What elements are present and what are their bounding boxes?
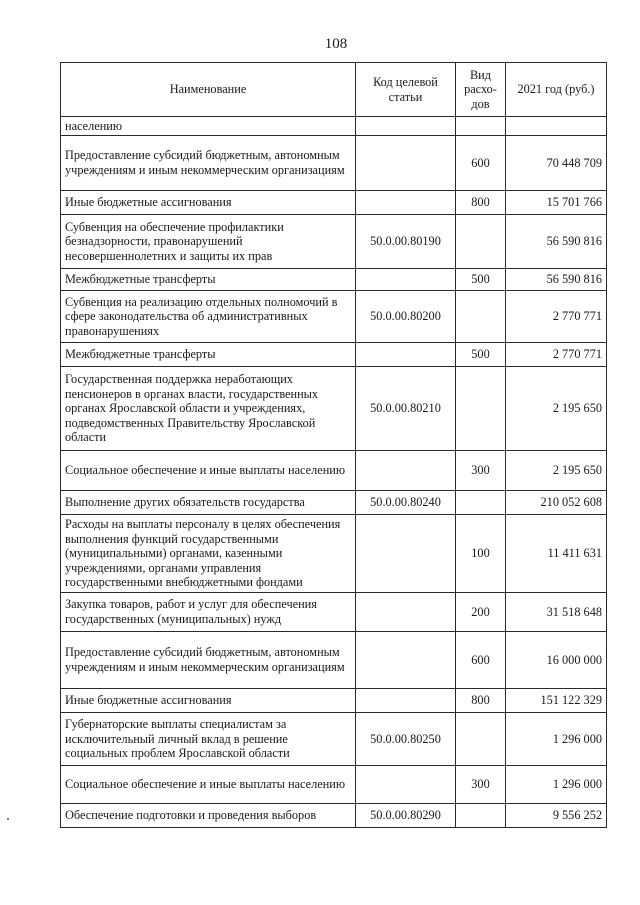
row-code: 50.0.00.80290 [356,804,456,828]
row-amount: 56 590 816 [506,269,607,291]
row-code [356,632,456,689]
row-kind: 300 [456,766,506,804]
row-code: 50.0.00.80190 [356,215,456,269]
row-name: Социальное обеспечение и иные выплаты населению [61,451,356,491]
row-code [356,269,456,291]
row-code [356,191,456,215]
table-row [61,632,607,689]
row-kind: 800 [456,689,506,713]
row-kind: 500 [456,269,506,291]
row-kind [456,291,506,343]
table-row [61,117,607,136]
row-code [356,117,456,136]
row-kind: 500 [456,343,506,367]
scan-speck [7,818,9,820]
row-amount: 2 195 650 [506,367,607,451]
row-amount: 2 770 771 [506,291,607,343]
header-name: Наименование [61,63,356,117]
row-kind: 100 [456,515,506,593]
row-amount [506,117,607,136]
row-name: Закупка товаров, работ и услуг для обеспечения государственных (муниципальных) нужд [61,593,356,632]
row-kind [456,215,506,269]
page-number: 108 [324,36,348,52]
row-amount: 9 556 252 [506,804,607,828]
row-amount: 2 770 771 [506,343,607,367]
row-amount: 210 052 608 [506,491,607,515]
table-row [61,136,607,191]
table-row [61,367,607,451]
row-name: Субвенция на обеспечение профилактики безнадзорности, правонарушений несовершеннолетних и защиты их прав [61,215,356,269]
row-kind: 300 [456,451,506,491]
row-amount: 151 122 329 [506,689,607,713]
row-code [356,343,456,367]
table-row [61,713,607,766]
budget-table [60,62,607,828]
row-amount: 31 518 648 [506,593,607,632]
header-row [61,63,607,117]
table-row [61,291,607,343]
row-amount: 15 701 766 [506,191,607,215]
table-row [61,689,607,713]
row-kind [456,491,506,515]
table-row [61,343,607,367]
row-name: населению [61,117,356,136]
row-kind: 800 [456,191,506,215]
row-code [356,689,456,713]
row-kind: 600 [456,136,506,191]
row-name: Обеспечение подготовки и проведения выборов [61,804,356,828]
row-code: 50.0.00.80250 [356,713,456,766]
row-amount: 70 448 709 [506,136,607,191]
row-kind: 600 [456,632,506,689]
row-amount: 56 590 816 [506,215,607,269]
row-code: 50.0.00.80210 [356,367,456,451]
row-name: Предоставление субсидий бюджетным, автономным учреждениям и иным некоммерческим организациям [61,136,356,191]
row-name: Иные бюджетные ассигнования [61,191,356,215]
row-amount: 2 195 650 [506,451,607,491]
row-name: Предоставление субсидий бюджетным, автономным учреждениям и иным некоммерческим организациям [61,632,356,689]
table-row [61,491,607,515]
row-name: Субвенция на реализацию отдельных полномочий в сфере законодательства об административных правонарушениях [61,291,356,343]
table-row [61,593,607,632]
row-name: Межбюджетные трансферты [61,343,356,367]
row-amount: 1 296 000 [506,713,607,766]
row-code [356,451,456,491]
row-code: 50.0.00.80240 [356,491,456,515]
row-amount: 1 296 000 [506,766,607,804]
row-amount: 16 000 000 [506,632,607,689]
row-kind [456,713,506,766]
header-kind: Вид расхо-дов [456,63,506,117]
header-amount: 2021 год (руб.) [506,63,607,117]
row-code [356,593,456,632]
table-row [61,269,607,291]
table-row [61,191,607,215]
row-code [356,136,456,191]
table-row [61,451,607,491]
row-name: Социальное обеспечение и иные выплаты населению [61,766,356,804]
row-kind [456,804,506,828]
row-name: Выполнение других обязательств государства [61,491,356,515]
header-code: Код целевой статьи [356,63,456,117]
table-row [61,215,607,269]
row-name: Межбюджетные трансферты [61,269,356,291]
table-row [61,804,607,828]
row-code [356,515,456,593]
row-name: Губернаторские выплаты специалистам за исключительный личный вклад в решение социальных проблем Ярославской области [61,713,356,766]
row-code [356,766,456,804]
row-kind [456,117,506,136]
row-name: Иные бюджетные ассигнования [61,689,356,713]
table-row [61,766,607,804]
row-code: 50.0.00.80200 [356,291,456,343]
table-row [61,515,607,593]
row-name: Государственная поддержка неработающих пенсионеров в органах власти, государственных органах Ярославской области и учреждениях, подведомственных Правительству Ярославской области [61,367,356,451]
row-kind [456,367,506,451]
row-amount: 11 411 631 [506,515,607,593]
row-kind: 200 [456,593,506,632]
row-name: Расходы на выплаты персоналу в целях обеспечения выполнения функций государственными (муниципальными) органами, казенными учреждениями, органами управления государственными внебюджетными фондами [61,515,356,593]
